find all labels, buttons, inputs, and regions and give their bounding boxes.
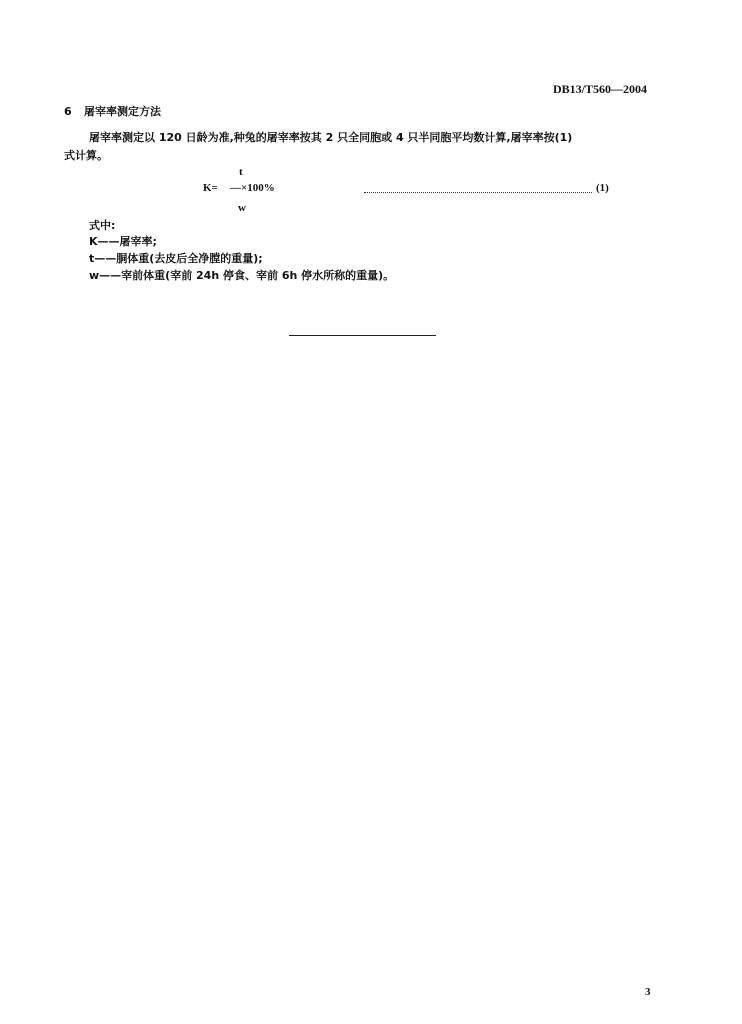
section-number: 6	[64, 105, 72, 118]
formula-fraction-multiplier: —×100%	[230, 182, 275, 194]
document-code: DB13/T560—2004	[553, 82, 648, 96]
formula-lhs: K=	[203, 182, 218, 194]
dotted-leader	[364, 184, 592, 193]
page-number: 3	[645, 986, 651, 998]
definition-t: t——胴体重(去皮后全净膛的重量);	[89, 252, 263, 265]
formula-numerator: t	[239, 166, 243, 178]
body-paragraph-line-1: 屠宰率测定以 120 日龄为准,种兔的屠宰率按其 2 只全同胞或 4 只半同胞平均数计算,屠宰率按(1)	[89, 131, 573, 144]
formula-denominator: w	[238, 202, 246, 214]
end-of-document-rule	[289, 335, 436, 336]
definition-w: w——宰前体重(宰前 24h 停食、宰前 6h 停水所称的重量)。	[89, 269, 395, 282]
section-title: 屠宰率测定方法	[84, 105, 161, 118]
body-paragraph-line-2: 式计算。	[64, 149, 108, 162]
definition-k: K——屠宰率;	[89, 235, 157, 248]
equation-number: (1)	[596, 182, 609, 194]
where-label: 式中:	[89, 219, 116, 232]
